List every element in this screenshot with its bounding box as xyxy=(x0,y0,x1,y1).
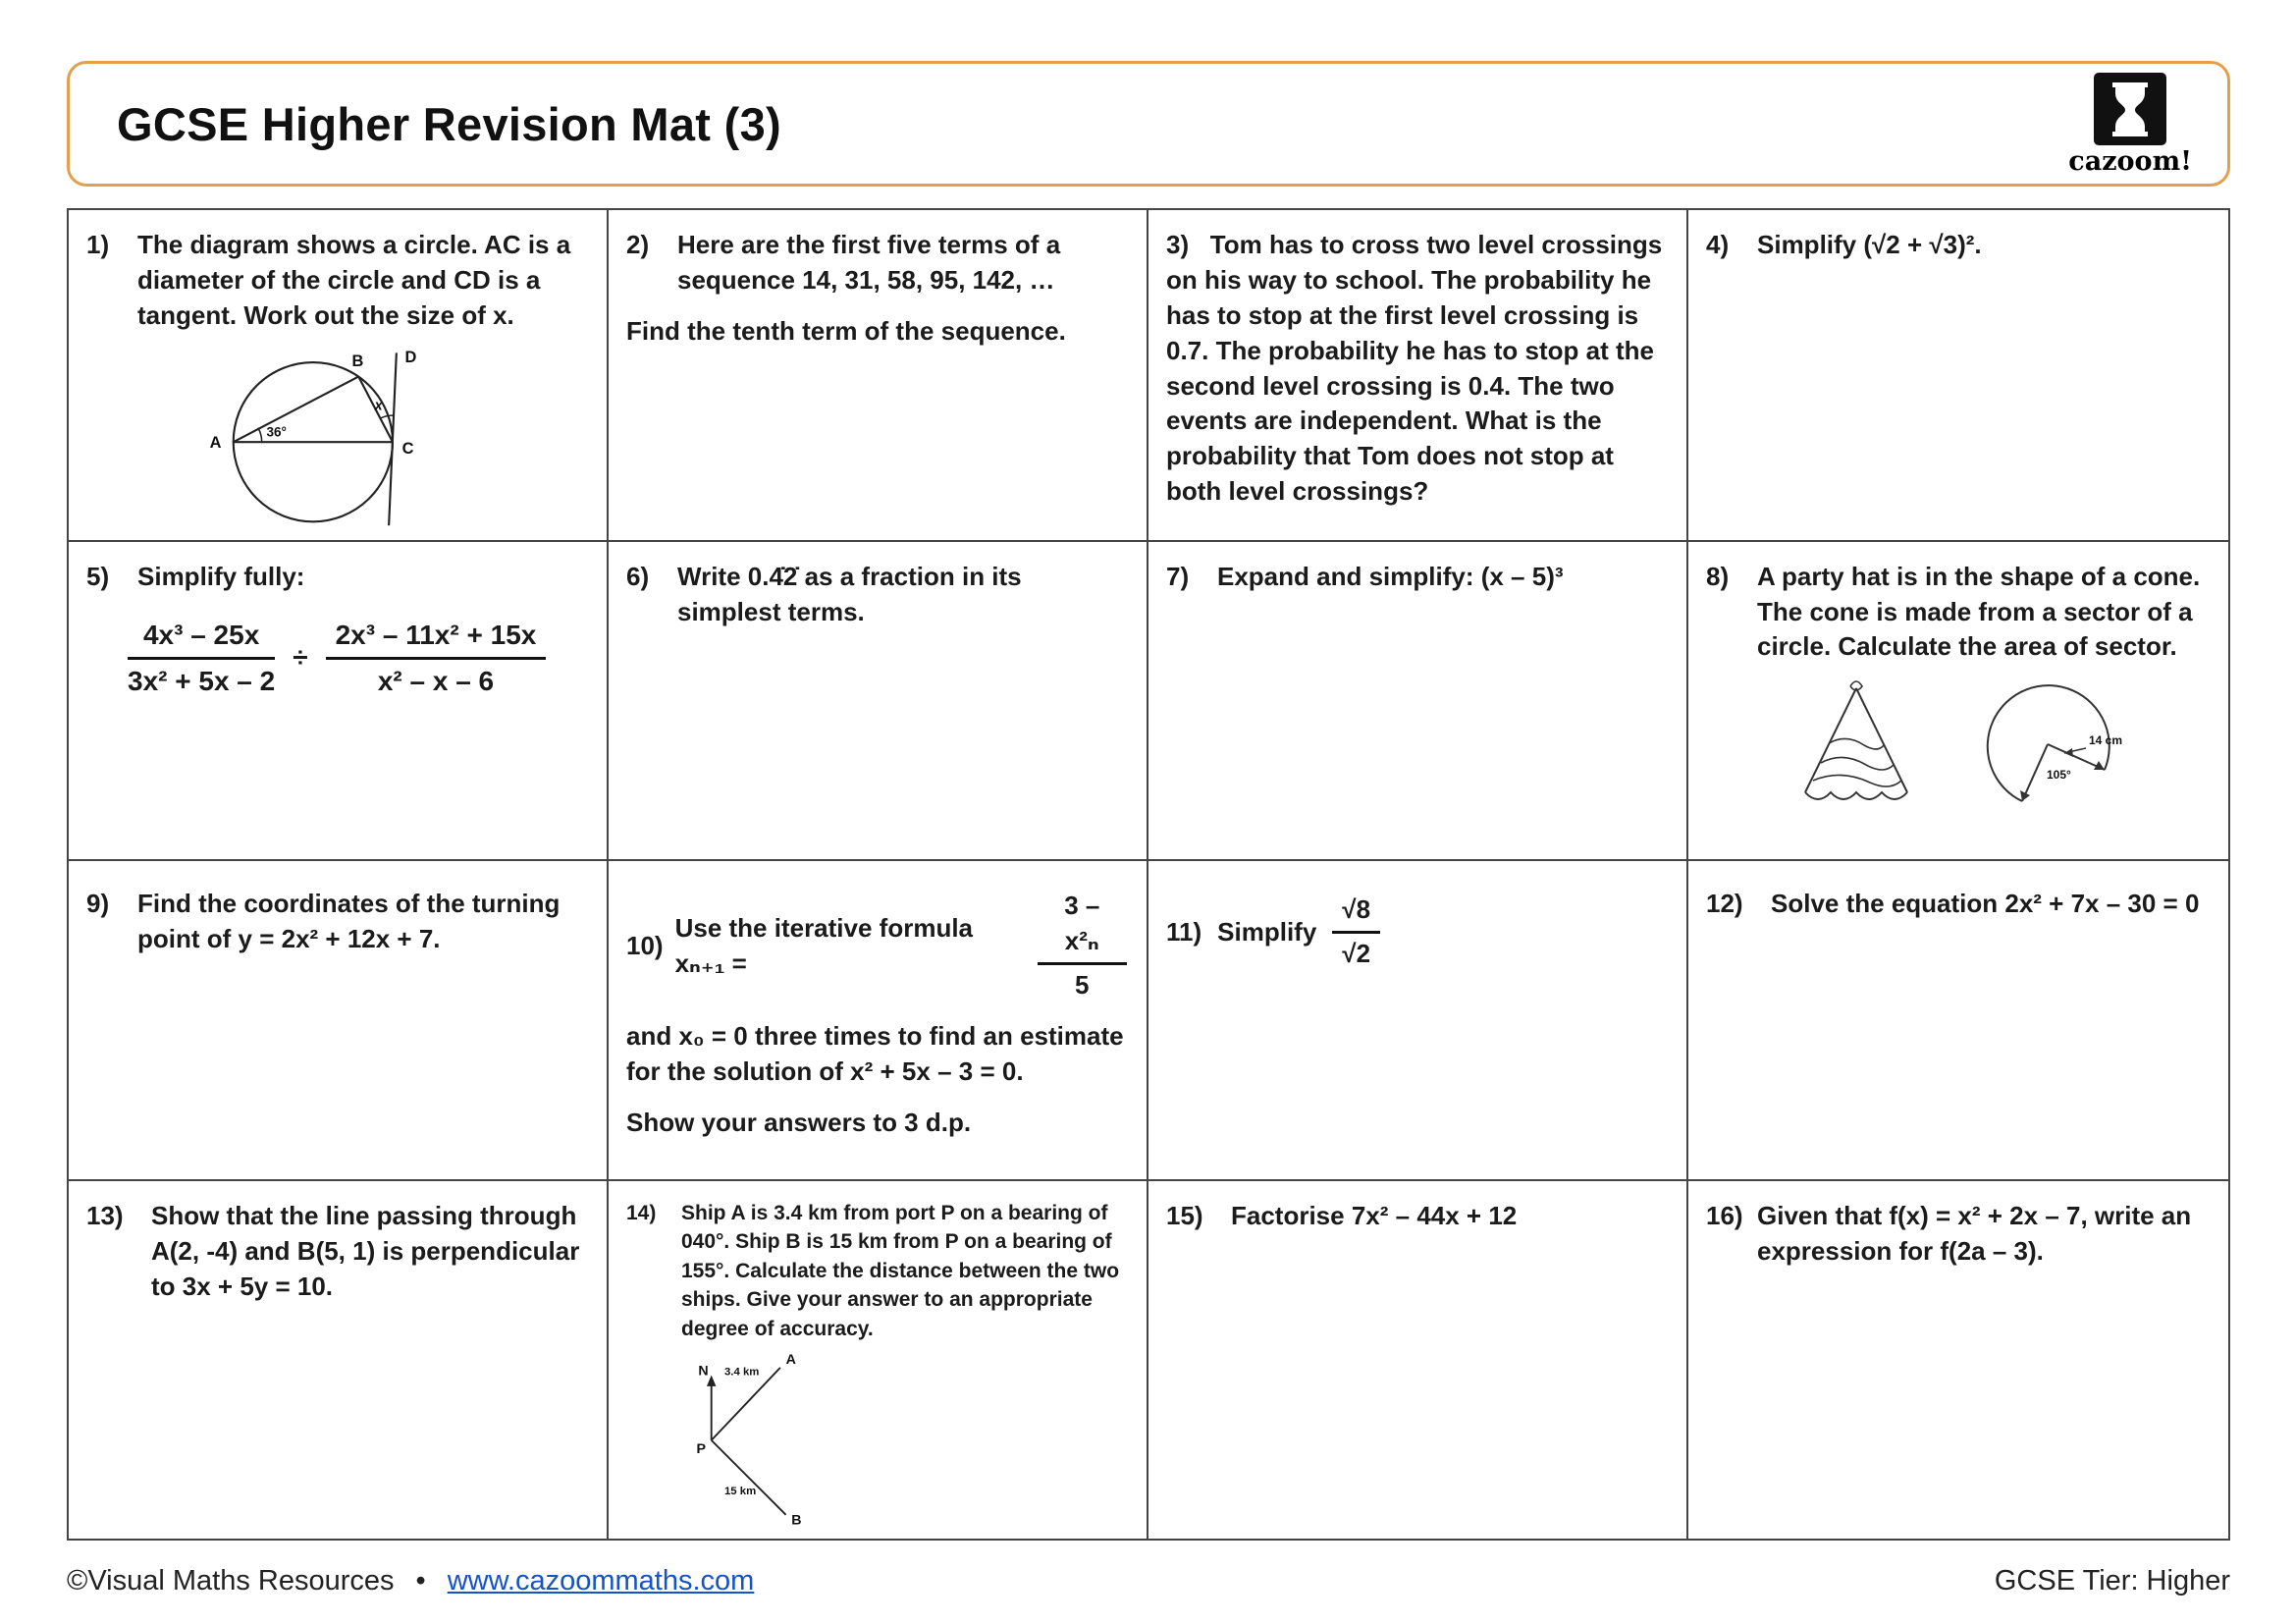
question-6-text: Write 0.4̇2̇ as a fraction in its simplest terms. xyxy=(677,561,1022,626)
question-4 xyxy=(1688,210,2228,542)
fraction-1 xyxy=(128,617,275,701)
distance-a-label: 3.4 km xyxy=(723,1366,760,1379)
radius-label: 14 cm xyxy=(2089,733,2123,748)
bearing-diagram xyxy=(666,1347,891,1529)
question-2 xyxy=(609,210,1148,542)
sector-diagram xyxy=(1960,673,2137,820)
surd-fraction-denominator: √2 xyxy=(1342,939,1371,969)
question-9-text: Find the coordinates of the turning point of y = 2x² + 12x + 7. xyxy=(137,889,561,954)
question-11-number: 11) xyxy=(1166,916,1202,947)
question-9 xyxy=(69,861,609,1181)
question-11 xyxy=(1148,861,1688,1181)
question-3-number: 3) xyxy=(1166,230,1190,259)
question-10-text3: Show your answers to 3 d.p. xyxy=(626,1107,972,1137)
question-15-number: 15) xyxy=(1166,1201,1203,1231)
cazoom-logo xyxy=(2068,73,2192,175)
question-10-lead: Use the iterative formula xₙ₊₁ = xyxy=(674,912,974,978)
question-7-text: Expand and simplify: (x – 5)³ xyxy=(1217,561,1564,591)
north-label: N xyxy=(698,1363,709,1380)
cone-hat-diagram xyxy=(1778,673,1935,820)
angle-x-label: x xyxy=(374,397,383,413)
question-7 xyxy=(1148,542,1688,862)
tier-label: GCSE Tier: Higher xyxy=(1994,1565,2230,1597)
question-12-text: Solve the equation 2x² + 7x – 30 = 0 xyxy=(1771,889,2200,919)
question-10-number: 10) xyxy=(626,930,664,960)
question-5 xyxy=(69,542,609,862)
question-8-text: A party hat is in the shape of a cone. The cone is made from a sector of a circle. Calculate the area of sector. xyxy=(1757,561,2201,662)
question-10 xyxy=(609,861,1148,1181)
question-2-text: Here are the first five terms of a sequence 14, 31, 58, 95, 142, … xyxy=(677,230,1061,295)
question-12-number: 12) xyxy=(1706,889,1743,919)
question-11-lead: Simplify xyxy=(1217,916,1317,947)
copyright-text: ©Visual Maths Resources xyxy=(67,1565,395,1597)
question-5-expression xyxy=(128,617,587,701)
question-5-text: Simplify fully: xyxy=(137,561,305,591)
question-5-number: 5) xyxy=(86,561,110,591)
question-8-number: 8) xyxy=(1706,561,1730,591)
cazoom-logo-text: cazoom! xyxy=(2068,146,2192,177)
page-title: GCSE Higher Revision Mat (3) xyxy=(117,97,781,150)
question-8 xyxy=(1688,542,2228,862)
question-13 xyxy=(69,1181,609,1539)
header xyxy=(67,61,2230,187)
surd-fraction xyxy=(1332,893,1380,972)
ship-b-label: B xyxy=(791,1512,802,1529)
question-16 xyxy=(1688,1181,2228,1539)
question-3 xyxy=(1148,210,1688,542)
question-4-text: Simplify (√2 + √3)². xyxy=(1757,230,1982,259)
point-d-label: D xyxy=(404,348,417,366)
question-15-text: Factorise 7x² – 44x + 12 xyxy=(1231,1201,1518,1231)
fraction-2-denominator: x² – x – 6 xyxy=(377,666,495,697)
cazoommaths-link[interactable]: www.cazoommaths.com xyxy=(447,1565,755,1597)
question-6-number: 6) xyxy=(626,561,650,591)
question-2-text2: Find the tenth term of the sequence. xyxy=(626,315,1066,346)
question-6 xyxy=(609,542,1148,862)
question-12 xyxy=(1688,861,2228,1181)
port-label: P xyxy=(696,1441,706,1458)
question-13-number: 13) xyxy=(86,1201,124,1231)
iterative-fraction-numerator: 3 – x²ₙ xyxy=(1038,889,1127,965)
point-c-label: C xyxy=(401,439,414,458)
footer-bullet: • xyxy=(415,1565,426,1597)
question-9-number: 9) xyxy=(86,889,110,919)
fraction-2 xyxy=(326,617,547,701)
surd-fraction-numerator: √8 xyxy=(1332,893,1380,934)
question-1 xyxy=(69,210,609,542)
divide-operator: ÷ xyxy=(293,642,308,674)
distance-b-label: 15 km xyxy=(723,1485,757,1497)
question-14-number: 14) xyxy=(626,1202,657,1225)
cazoom-logo-icon xyxy=(2094,73,2166,145)
circle-tangent-diagram xyxy=(194,336,479,530)
footer xyxy=(67,1565,2230,1597)
question-1-number: 1) xyxy=(86,230,110,259)
fraction-1-denominator: 3x² + 5x – 2 xyxy=(128,666,276,697)
question-4-number: 4) xyxy=(1706,230,1730,259)
question-1-text: The diagram shows a circle. AC is a diameter of the circle and CD is a tangent. Work out the size of x. xyxy=(137,230,571,330)
question-3-text: Tom has to cross two level crossings on his way to school. The probability he has to stop at the first level crossing is 0.7. The probability he has to stop at the second level crossing is 0.4. The two events are independent. What is the probability that Tom does not stop at both level crossings? xyxy=(1166,230,1663,507)
question-13-text: Show that the line passing through A(2, -4) and B(5, 1) is perpendicular to 3x + 5y = 10. xyxy=(151,1201,580,1301)
fraction-2-numerator: 2x³ – 11x² + 15x xyxy=(326,617,547,661)
question-16-number: 16) xyxy=(1706,1201,1743,1231)
question-15 xyxy=(1148,1181,1688,1539)
iterative-fraction xyxy=(1038,889,1127,1003)
fraction-1-numerator: 4x³ – 25x xyxy=(128,617,275,661)
ship-a-label: A xyxy=(785,1352,796,1369)
sector-angle-label: 105° xyxy=(2047,768,2071,783)
question-14-text: Ship A is 3.4 km from port P on a bearing of 040°. Ship B is 15 km from P on a bearing of 155°. Calculate the distance between the two ships. Give your answer to an appropriate degree of accuracy. xyxy=(681,1202,1120,1340)
question-14 xyxy=(609,1181,1148,1539)
question-2-number: 2) xyxy=(626,230,650,259)
iterative-fraction-denominator: 5 xyxy=(1075,970,1090,1001)
point-a-label: A xyxy=(209,433,222,452)
point-b-label: B xyxy=(351,352,364,370)
question-10-text2: and x₀ = 0 three times to find an estimate for the solution of x² + 5x – 3 = 0. xyxy=(626,1020,1124,1086)
question-7-number: 7) xyxy=(1166,561,1190,591)
question-grid xyxy=(67,208,2230,1541)
angle-36-label: 36° xyxy=(266,424,287,440)
question-16-text: Given that f(x) = x² + 2x – 7, write an expression for f(2a – 3). xyxy=(1757,1201,2192,1266)
